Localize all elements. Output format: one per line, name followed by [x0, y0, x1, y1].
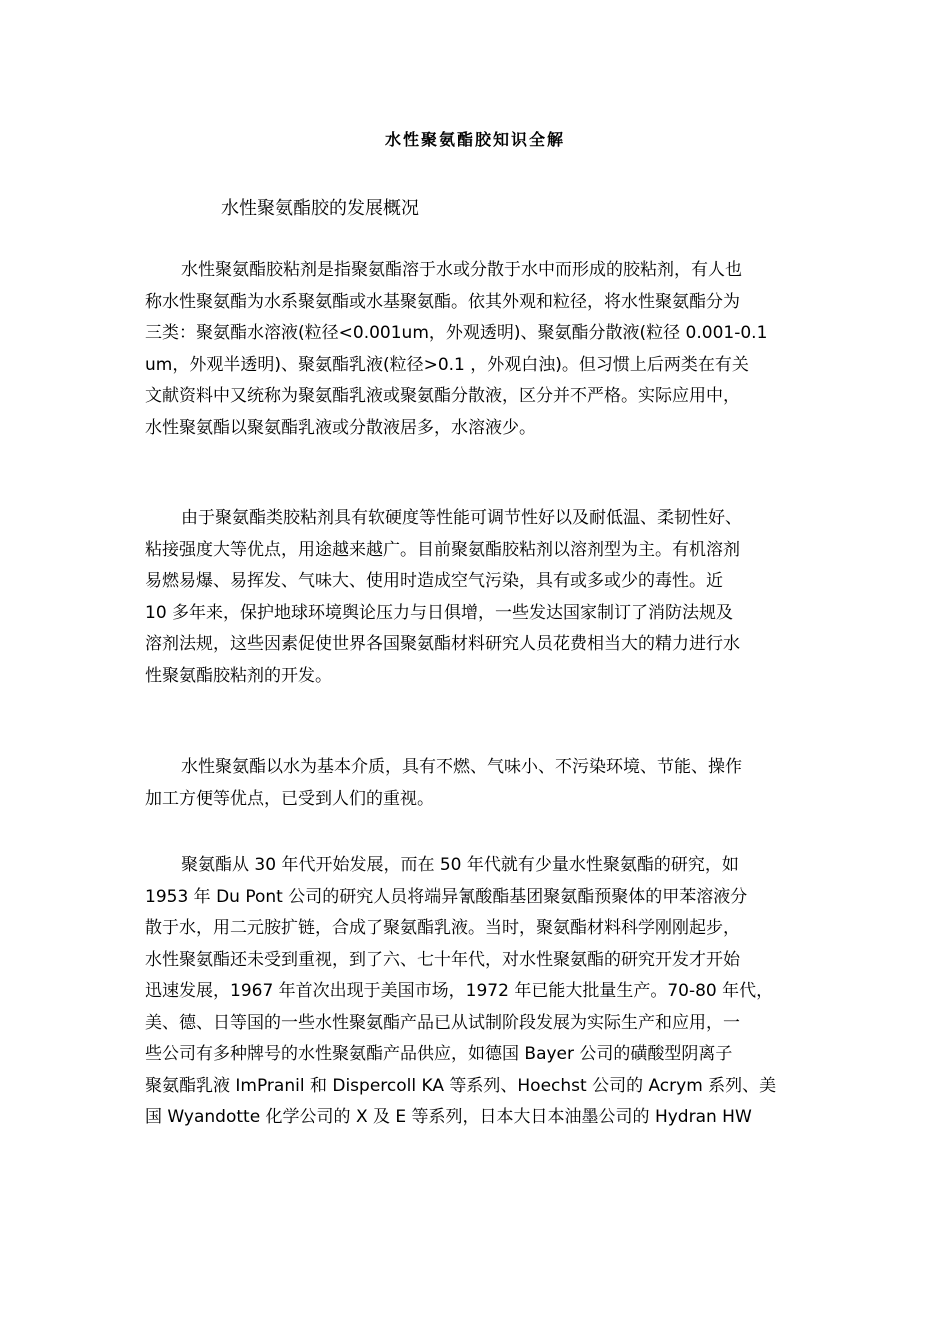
paragraph-line: 由于聚氨酯类胶粘剂具有软硬度等性能可调节性好以及耐低温、柔韧性好、	[181, 508, 742, 528]
paragraph-line: 称水性聚氨酯为水系聚氨酯或水基聚氨酯。依其外观和粒径，将水性聚氨酯分为	[145, 291, 740, 312]
paragraph-line: 聚氨酯从 30 年代开始发展，而在 50 年代就有少量水性聚氨酯的研究，如	[181, 855, 739, 875]
paragraph-line: 文献资料中又统称为聚氨酯乳液或聚氨酯分散液，区分并不严格。实际应用中，	[145, 386, 740, 406]
section-heading: 水性聚氨酯胶的发展概况	[221, 198, 419, 219]
paragraph-line: 水性聚氨酯胶粘剂是指聚氨酯溶于水或分散于水中而形成的胶粘剂，有人也	[181, 260, 742, 280]
paragraph-line: 聚氨酯乳液 ImPranil 和 Dispercoll KA 等系列、Hoechst 公司的 Acrym 系列、美	[145, 1075, 777, 1096]
paragraph-line: 加工方便等优点，已受到人们的重视。	[145, 788, 434, 809]
paragraph-2	[145, 503, 805, 692]
paragraph-line: 些公司有多种牌号的水性聚氨酯产品供应，如德国 Bayer 公司的磺酸型阴离子	[145, 1044, 733, 1064]
paragraph-line: 散于水，用二元胺扩链，合成了聚氨酯乳液。当时，聚氨酯材料科学刚刚起步，	[145, 918, 740, 938]
paragraph-line: 迅速发展，1967 年首次出现于美国市场，1972 年已能大批量生产。70-80 年代，	[145, 981, 774, 1001]
paragraph-line: 国 Wyandotte 化学公司的 X 及 E 等系列，日本大日本油墨公司的 Hydran HW	[145, 1107, 752, 1127]
paragraph-line: 粘接强度大等优点，用途越来越广。目前聚氨酯胶粘剂以溶剂型为主。有机溶剂	[145, 539, 740, 560]
paragraph-line: 10 多年来，保护地球环境舆论压力与日俱增，一些发达国家制订了消防法规及	[145, 602, 734, 623]
paragraph-line: 水性聚氨酯还未受到重视，到了六、七十年代，对水性聚氨酯的研究开发才开始	[145, 949, 740, 970]
paragraph-line: um，外观半透明)、聚氨酯乳液(粒径>0.1 ，外观白浊)。但习惯上后两类在有关	[145, 354, 749, 375]
paragraph-line: 水性聚氨酯以聚氨酯乳液或分散液居多，水溶液少。	[145, 417, 536, 438]
paragraph-line: 美、德、日等国的一些水性聚氨酯产品已从试制阶段发展为实际生产和应用，一	[145, 1012, 740, 1033]
paragraph-line: 性聚氨酯胶粘剂的开发。	[145, 665, 332, 686]
paragraph-line: 易燃易爆、易挥发、气味大、使用时造成空气污染，具有或多或少的毒性。近	[145, 571, 723, 591]
document-title: 水性聚氨酯胶知识全解	[384, 130, 565, 149]
paragraph-line: 水性聚氨酯以水为基本介质，具有不燃、气味小、不污染环境、节能、操作	[181, 757, 742, 777]
paragraph-line: 溶剂法规，这些因素促使世界各国聚氨酯材料研究人员花费相当大的精力进行水	[145, 634, 740, 654]
paragraph-3	[145, 752, 805, 815]
paragraph-4	[145, 850, 805, 1134]
paragraph-line: 三类：聚氨酯水溶液(粒径<0.001um，外观透明)、聚氨酯分散液(粒径 0.001-0.1	[145, 323, 768, 343]
paragraph-line: 1953 年 Du Pont 公司的研究人员将端异氰酸酯基团聚氨酯预聚体的甲苯溶液分	[145, 886, 748, 907]
paragraph-1	[145, 255, 805, 444]
